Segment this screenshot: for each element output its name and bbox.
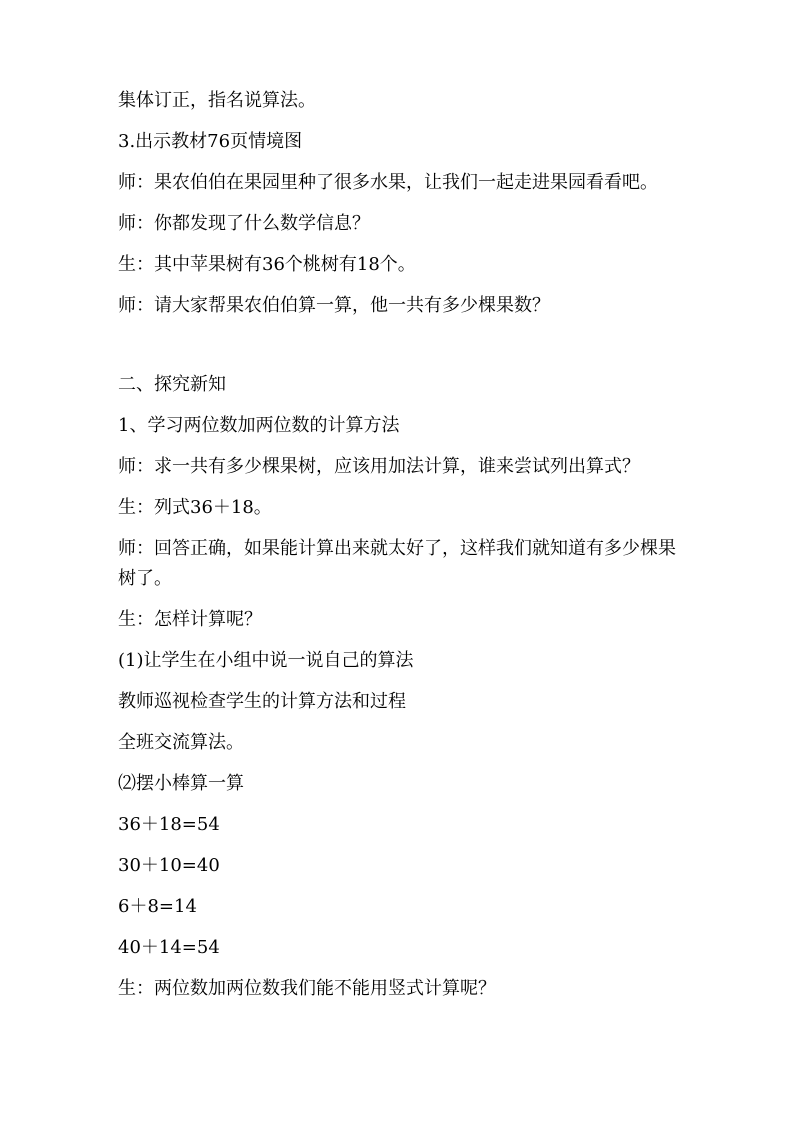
- text-line-12: 生：怎样计算呢？: [118, 609, 262, 630]
- text-line-11: 师：回答正确，如果能计算出来就太好了，这样我们就知道有多少棵果树了。: [118, 538, 676, 589]
- subsection-heading: 1、学习两位数加两位数的计算方法: [118, 415, 400, 436]
- equation-1: 36＋18=54: [118, 814, 220, 835]
- text-line-13: (1)让学生在小组中说一说自己的算法: [118, 650, 414, 671]
- equation-2: 30＋10=40: [118, 855, 220, 876]
- section-heading: 二、探究新知: [118, 374, 226, 395]
- text-line-14: 教师巡视检查学生的计算方法和过程: [118, 691, 406, 712]
- text-line-2: 3.出示教材76页情境图: [118, 131, 303, 152]
- document-page: [118, 86, 698, 1004]
- equation-3: 6＋8=14: [118, 896, 197, 917]
- text-line-1: 集体订正，指名说算法。: [118, 90, 316, 111]
- text-line-5: 生：其中苹果树有36个桃树有18个。: [118, 254, 416, 275]
- equation-4: 40＋14=54: [118, 937, 220, 958]
- text-line-15: 全班交流算法。: [118, 732, 244, 753]
- text-line-9: 师：求一共有多少棵果树，应该用加法计算，谁来尝试列出算式？: [118, 456, 640, 477]
- text-line-16: ⑵摆小棒算一算: [118, 773, 244, 794]
- text-line-10: 生：列式36＋18。: [118, 497, 272, 518]
- text-line-3: 师：果农伯伯在果园里种了很多水果，让我们一起走进果园看看吧。: [118, 172, 658, 193]
- text-line-4: 师：你都发现了什么数学信息？: [118, 213, 370, 234]
- text-line-21: 生：两位数加两位数我们能不能用竖式计算呢？: [118, 978, 496, 999]
- text-line-6: 师：请大家帮果农伯伯算一算，他一共有多少棵果数？: [118, 295, 550, 316]
